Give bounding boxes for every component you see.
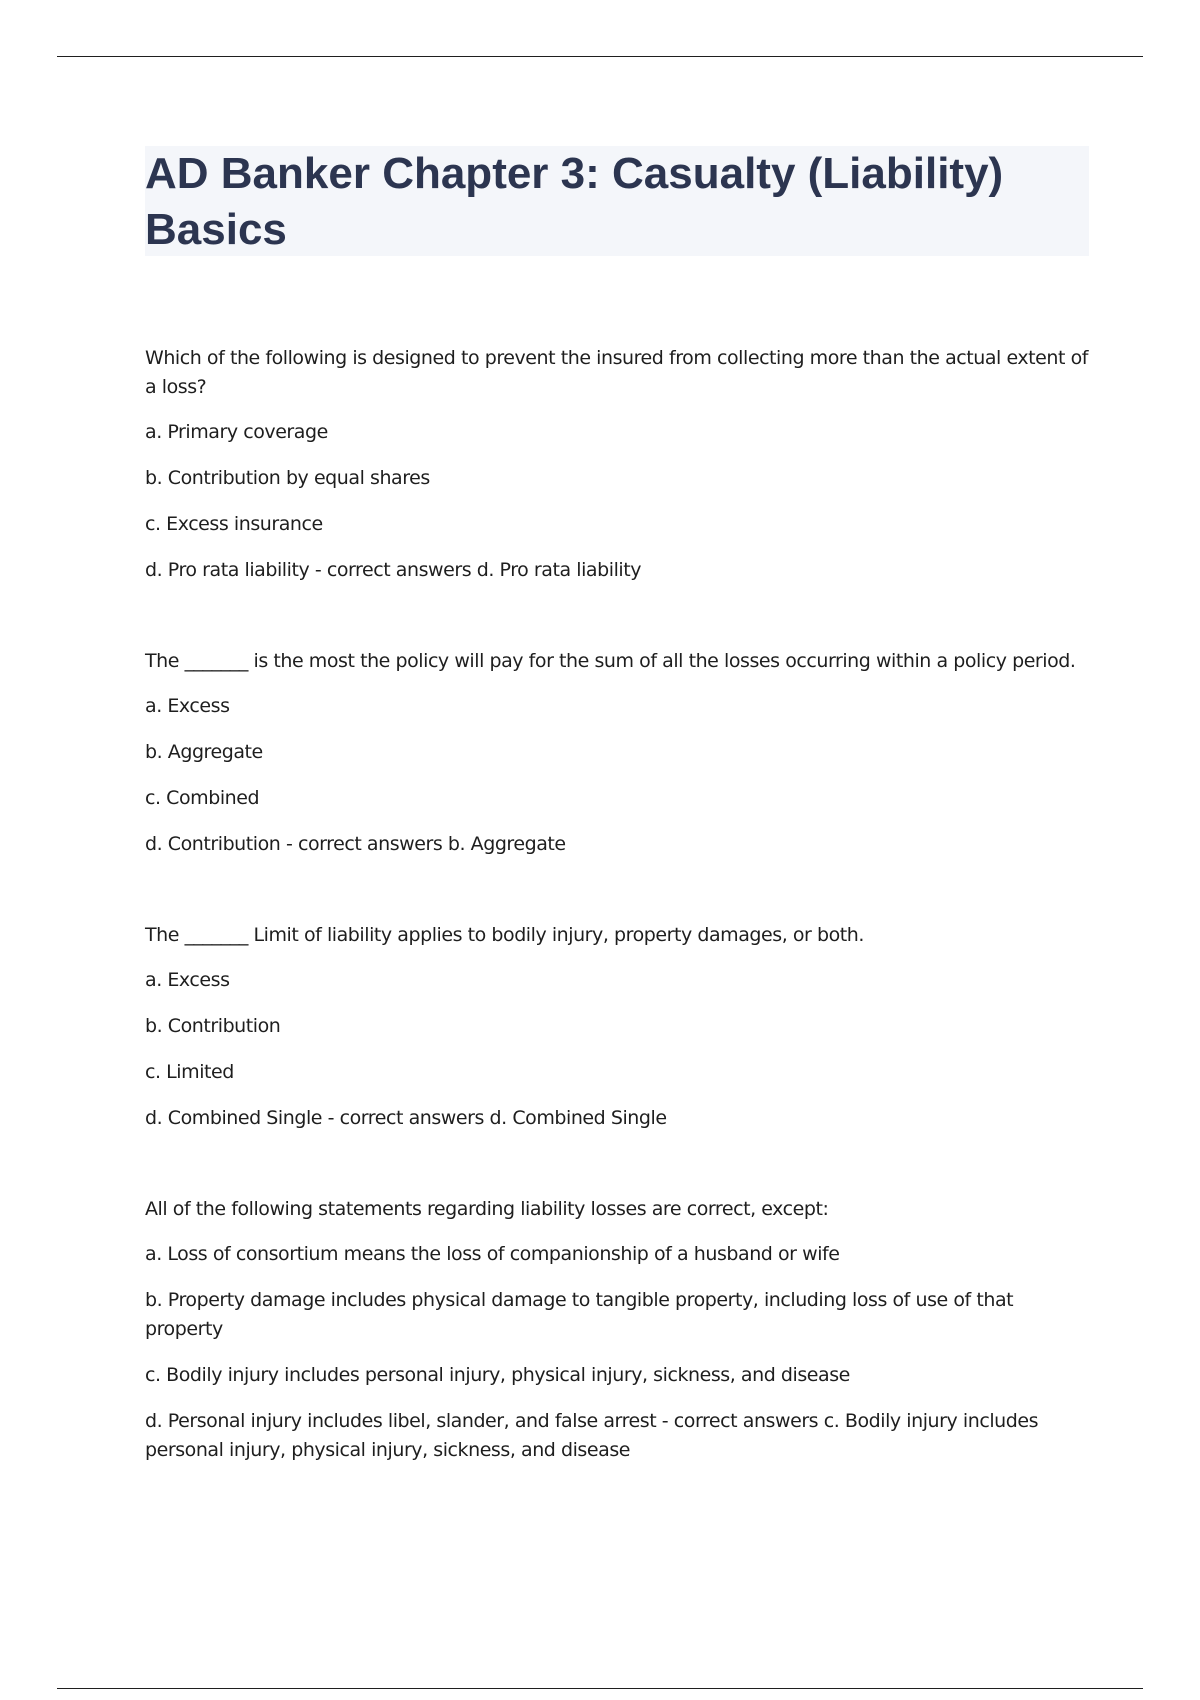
answer-option: a. Excess [145,695,230,717]
question-block [145,647,1089,859]
document-title: AD Banker Chapter 3: Casualty (Liability) Basics [145,149,1004,254]
answer-option: b. Contribution [145,1015,281,1037]
question-text: The _______ Limit of liability applies to bodily injury, property damages, or both. [145,924,864,946]
answer-option: b. Aggregate [145,741,263,763]
answer-option: a. Excess [145,969,230,991]
bottom-rule [57,1688,1143,1689]
question-text: All of the following statements regarding liability losses are correct, except: [145,1198,829,1220]
answer-option: d. Personal injury includes libel, slander, and false arrest - correct answers c. Bodily injury includes personal injury, physical injury, sickness, and disease [145,1410,1039,1461]
question-block [145,1195,1089,1465]
answer-option: b. Property damage includes physical damage to tangible property, including loss of use of that property [145,1289,1014,1340]
answer-option: c. Excess insurance [145,513,323,535]
answer-option: c. Bodily injury includes personal injury, physical injury, sickness, and disease [145,1364,850,1386]
answer-option: d. Combined Single - correct answers d. Combined Single [145,1107,667,1129]
answer-option: a. Primary coverage [145,421,328,443]
questions-section [145,344,1089,1527]
answer-option: a. Loss of consortium means the loss of companionship of a husband or wife [145,1243,840,1265]
question-text: The _______ is the most the policy will pay for the sum of all the losses occurring within a policy period. [145,650,1076,672]
question-text: Which of the following is designed to prevent the insured from collecting more than the actual extent of a loss? [145,347,1089,398]
top-rule [57,56,1143,57]
answer-option: d. Contribution - correct answers b. Aggregate [145,833,566,855]
answer-option: d. Pro rata liability - correct answers d. Pro rata liability [145,559,642,581]
question-block [145,921,1089,1133]
answer-option: c. Limited [145,1061,234,1083]
question-block [145,344,1089,585]
answer-option: b. Contribution by equal shares [145,467,430,489]
answer-option: c. Combined [145,787,260,809]
